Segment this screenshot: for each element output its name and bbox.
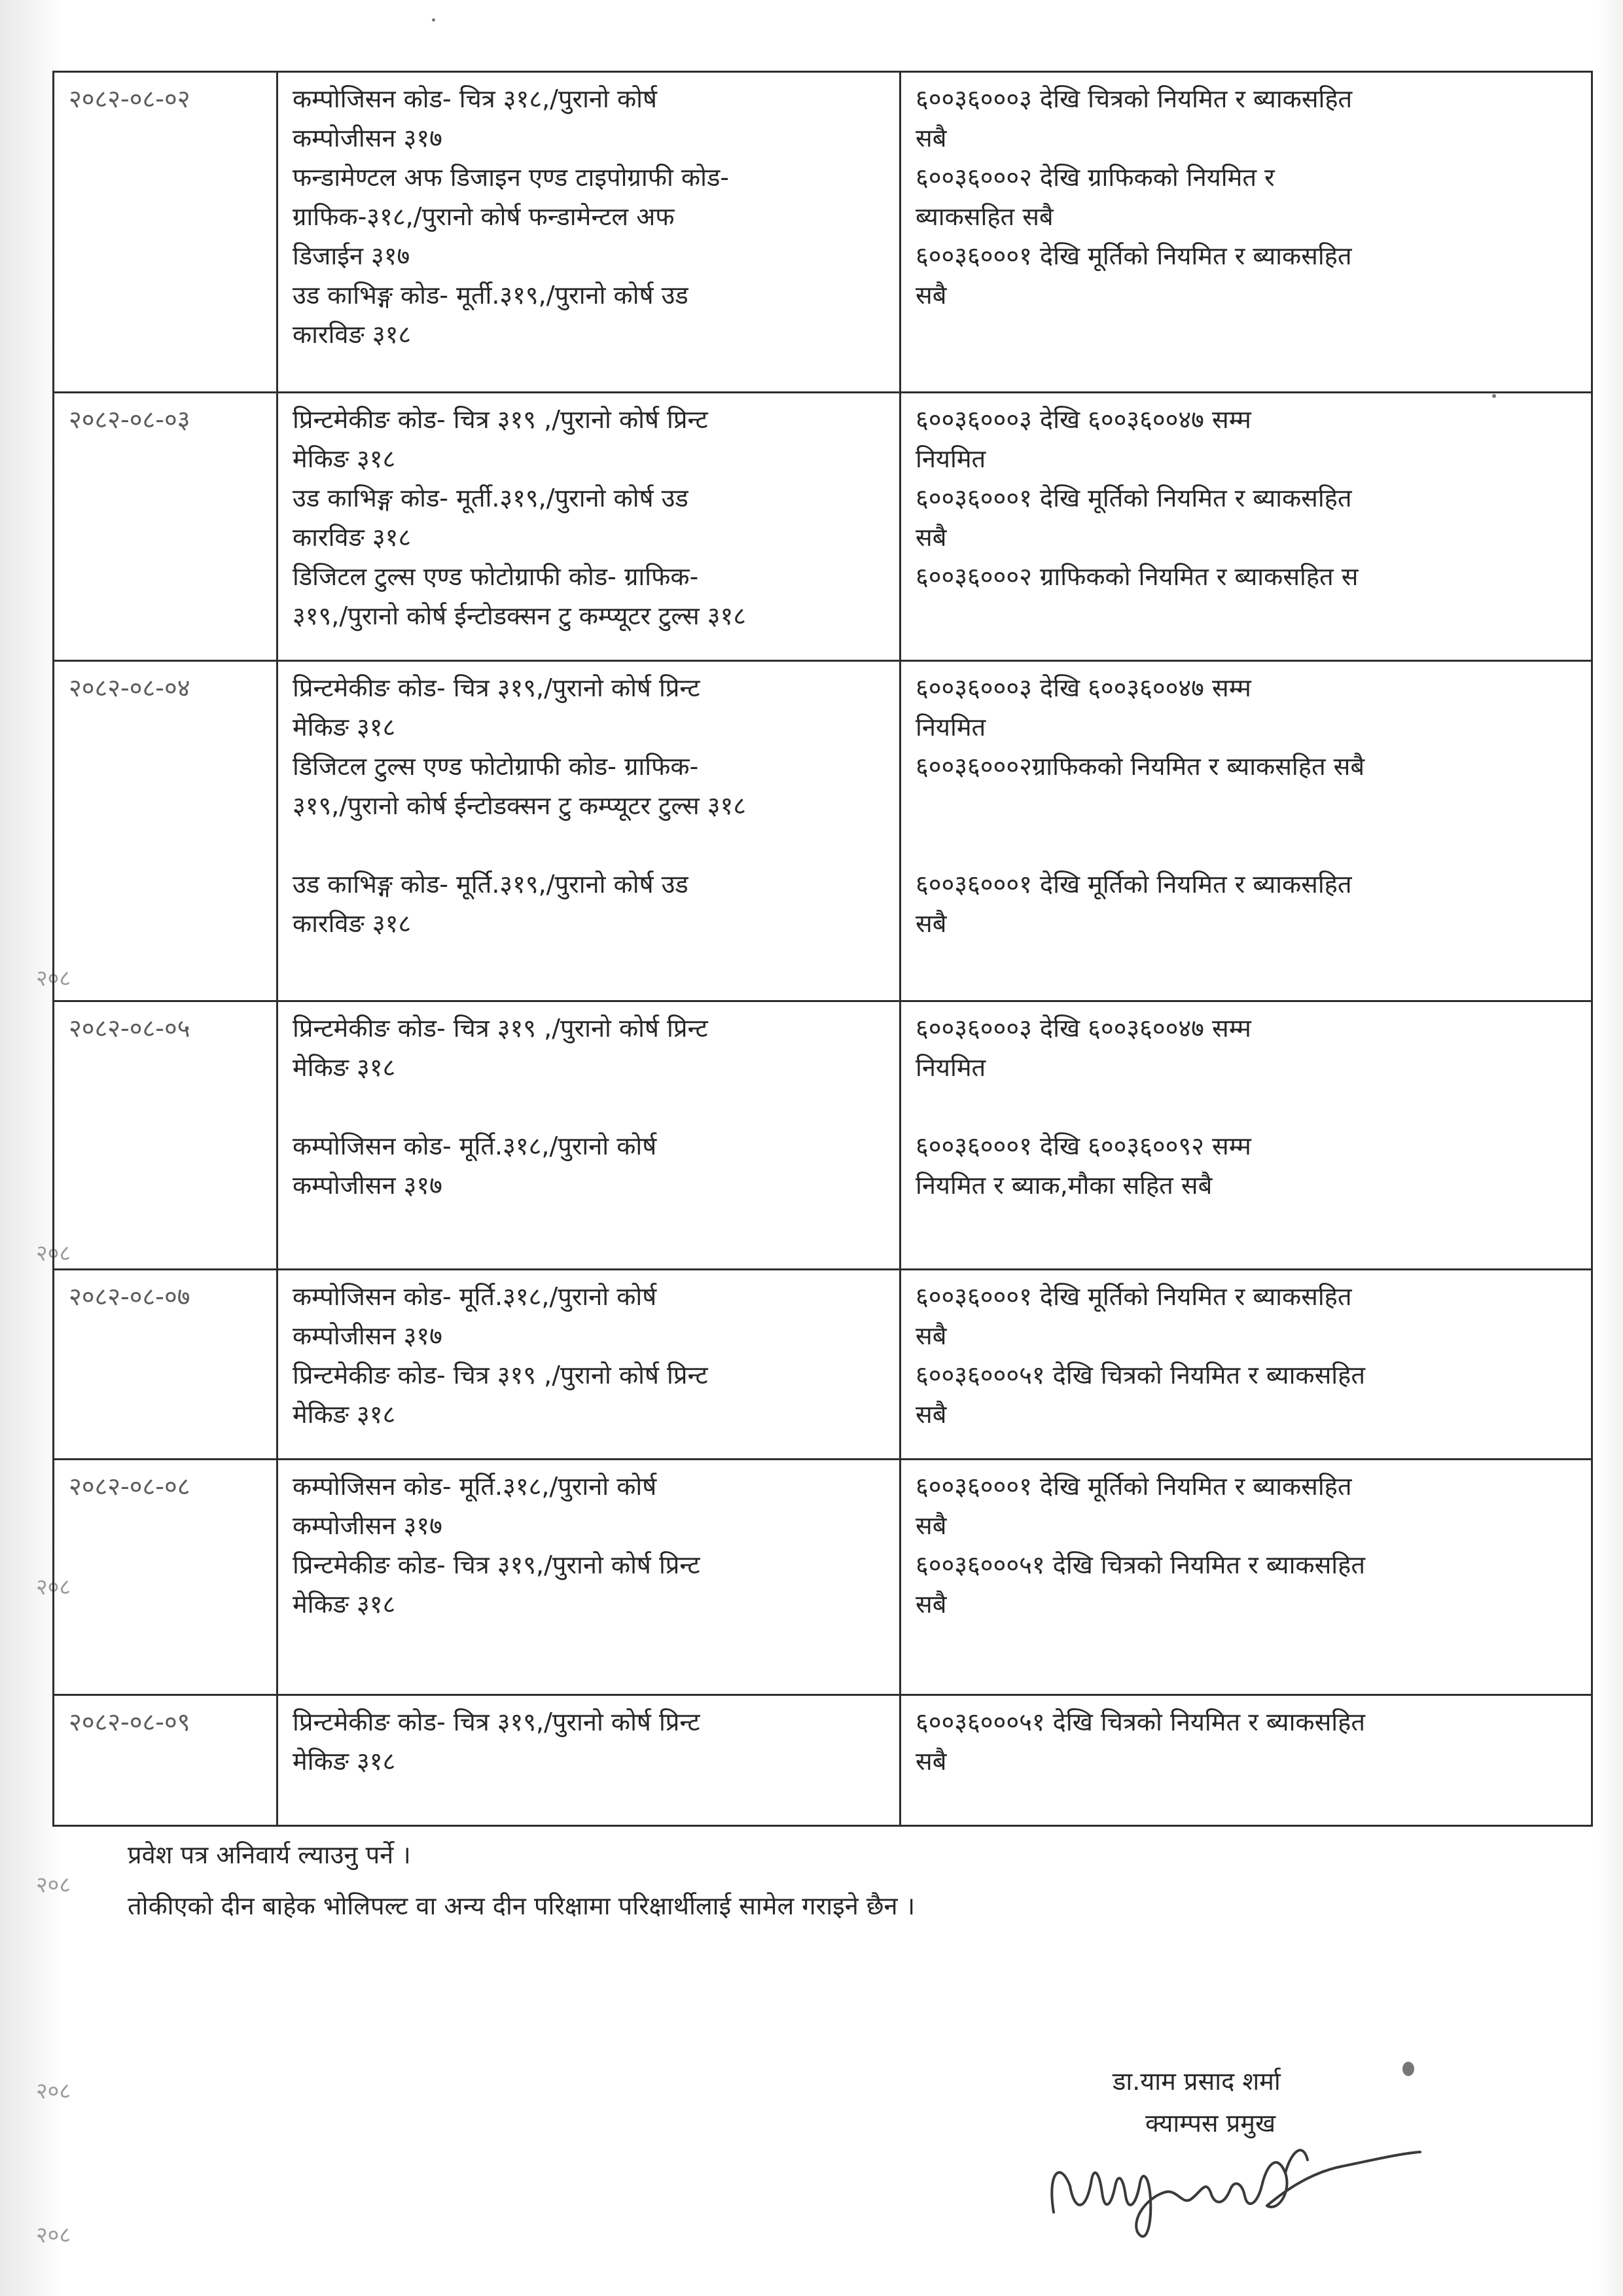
table-row — [54, 1695, 1592, 1826]
roll-range-cell: ६००३६०००३ देखि चित्रको नियमित र ब्याकसहित सबै ६००३६०००२ देखि ग्राफिकको नियमित र ब्याकसहित सबै ६००३६०००१ देखि मूर्तिको नियमित र ब्याकसहित सबै — [901, 72, 1592, 393]
exam-date-cell: २०८२-०८-०२ — [54, 72, 277, 393]
exam-date-cell: २०८२-०८-०७ — [54, 1270, 277, 1460]
ink-speck — [432, 18, 435, 22]
table-row — [54, 661, 1592, 1001]
table-row — [54, 1001, 1592, 1270]
ink-speck — [1492, 394, 1496, 398]
subject-cell: प्रिन्टमेकीङ कोड- चित्र ३१९,/पुरानो कोर्ष प्रिन्ट मेकिङ ३१८ — [277, 1695, 901, 1826]
exam-date-cell: २०८२-०८-०३ — [54, 393, 277, 661]
table-row — [54, 1460, 1592, 1695]
roll-range-cell: ६००३६०००३ देखि ६००३६००४७ सम्म नियमित ६००३६०००२ग्राफिकको नियमित र ब्याकसहित सबै ६००३६०००१ देखि मूर्तिको नियमित र ब्याकसहित सबै — [901, 661, 1592, 1001]
table-row — [54, 72, 1592, 393]
subject-cell: कम्पोजिसन कोड- मूर्ति.३१८,/पुरानो कोर्ष कम्पोजीसन ३१७ प्रिन्टमेकीङ कोड- चित्र ३१९ ,/पुरानो कोर्ष प्रिन्ट मेकिङ ३१८ — [277, 1270, 901, 1460]
ink-blot — [1402, 2062, 1414, 2076]
subject-cell: प्रिन्टमेकीङ कोड- चित्र ३१९ ,/पुरानो कोर्ष प्रिन्ट मेकिङ ३१८ उड काभिङ्ग कोड- मूर्ती.३१९,/पुरानो कोर्ष उड कारविङ ३१८ डिजिटल टुल्स एण्ड फोटोग्राफी कोड- ग्राफिक- ३१९,/पुरानो कोर्ष ईन्टोडक्सन टु कम्प्यूटर टुल्स ३१८ — [277, 393, 901, 661]
handwritten-signature — [1034, 2114, 1427, 2258]
roll-range-cell: ६००३६०००१ देखि मूर्तिको नियमित र ब्याकसहित सबै ६००३६०००५१ देखि चित्रको नियमित र ब्याकसहित सबै — [901, 1270, 1592, 1460]
roll-range-cell: ६००३६०००३ देखि ६००३६००४७ सम्म नियमित ६००३६०००१ देखि ६००३६००९२ सम्म नियमित र ब्याक,मौका सहित सबै — [901, 1001, 1592, 1270]
ghost-margin-mark: २०८ — [36, 965, 71, 992]
exam-date-cell: २०८२-०८-०९ — [54, 1695, 277, 1826]
exam-date-cell: २०८२-०८-०५ — [54, 1001, 277, 1270]
table-row — [54, 393, 1592, 661]
notes-section — [128, 1829, 1436, 1931]
roll-range-cell: ६००३६०००१ देखि मूर्तिको नियमित र ब्याकसहित सबै ६००३६०००५१ देखि चित्रको नियमित र ब्याकसहित सबै — [901, 1460, 1592, 1695]
subject-cell: प्रिन्टमेकीङ कोड- चित्र ३१९,/पुरानो कोर्ष प्रिन्ट मेकिङ ३१८ डिजिटल टुल्स एण्ड फोटोग्राफी कोड- ग्राफिक- ३१९,/पुरानो कोर्ष ईन्टोडक्सन टु कम्प्यूटर टुल्स ३१८ उड काभिङ्ग कोड- मूर्ति.३१९,/पुरानो कोर्ष उड कारविङ ३१८ — [277, 661, 901, 1001]
note-item: तोकीएको दीन बाहेक भोलिपल्ट वा अन्य दीन परिक्षामा परिक्षार्थीलाई सामेल गराइने छैन । — [128, 1892, 916, 1920]
ghost-margin-mark: २०८ — [36, 1872, 71, 1898]
signatory-name: डा.याम प्रसाद शर्मा — [1113, 2067, 1281, 2096]
signatory-title: क्याम्पस प्रमुख — [1145, 2109, 1276, 2138]
scan-right-edge — [1597, 0, 1623, 2296]
subject-cell: कम्पोजिसन कोड- चित्र ३१८,/पुरानो कोर्ष कम्पोजीसन ३१७ फन्डामेण्टल अफ डिजाइन एण्ड टाइपोग्राफी कोड- ग्राफिक-३१८,/पुरानो कोर्ष फन्डामेन्टल अफ डिजाईन ३१७ उड काभिङ्ग कोड- मूर्ती.३१९,/पुरानो कोर्ष उड कारविङ ३१८ — [277, 72, 901, 393]
ghost-margin-mark: २०८ — [36, 1574, 71, 1600]
note-item: प्रवेश पत्र अनिवार्य ल्याउनु पर्ने । — [128, 1840, 411, 1869]
ghost-margin-mark: २०८ — [36, 2078, 71, 2104]
subject-cell: कम्पोजिसन कोड- मूर्ति.३१८,/पुरानो कोर्ष कम्पोजीसन ३१७ प्रिन्टमेकीङ कोड- चित्र ३१९,/पुरानो कोर्ष प्रिन्ट मेकिङ ३१८ — [277, 1460, 901, 1695]
roll-range-cell: ६००३६०००५१ देखि चित्रको नियमित र ब्याकसहित सबै — [901, 1695, 1592, 1826]
roll-range-cell: ६००३६०००३ देखि ६००३६००४७ सम्म नियमित ६००३६०००१ देखि मूर्तिको नियमित र ब्याकसहित सबै ६००३६०००२ ग्राफिकको नियमित र ब्याकसहित स — [901, 393, 1592, 661]
ghost-margin-mark: २०८ — [36, 1240, 71, 1266]
exam-schedule-table — [52, 71, 1593, 1827]
ghost-margin-mark: २०८ — [36, 2222, 71, 2248]
table-row — [54, 1270, 1592, 1460]
exam-date-cell: २०८२-०८-०४ — [54, 661, 277, 1001]
exam-date-cell: २०८२-०८-०८ — [54, 1460, 277, 1695]
subject-cell: प्रिन्टमेकीङ कोड- चित्र ३१९ ,/पुरानो कोर्ष प्रिन्ट मेकिङ ३१८ कम्पोजिसन कोड- मूर्ति.३१८,/पुरानो कोर्ष कम्पोजीसन ३१७ — [277, 1001, 901, 1270]
